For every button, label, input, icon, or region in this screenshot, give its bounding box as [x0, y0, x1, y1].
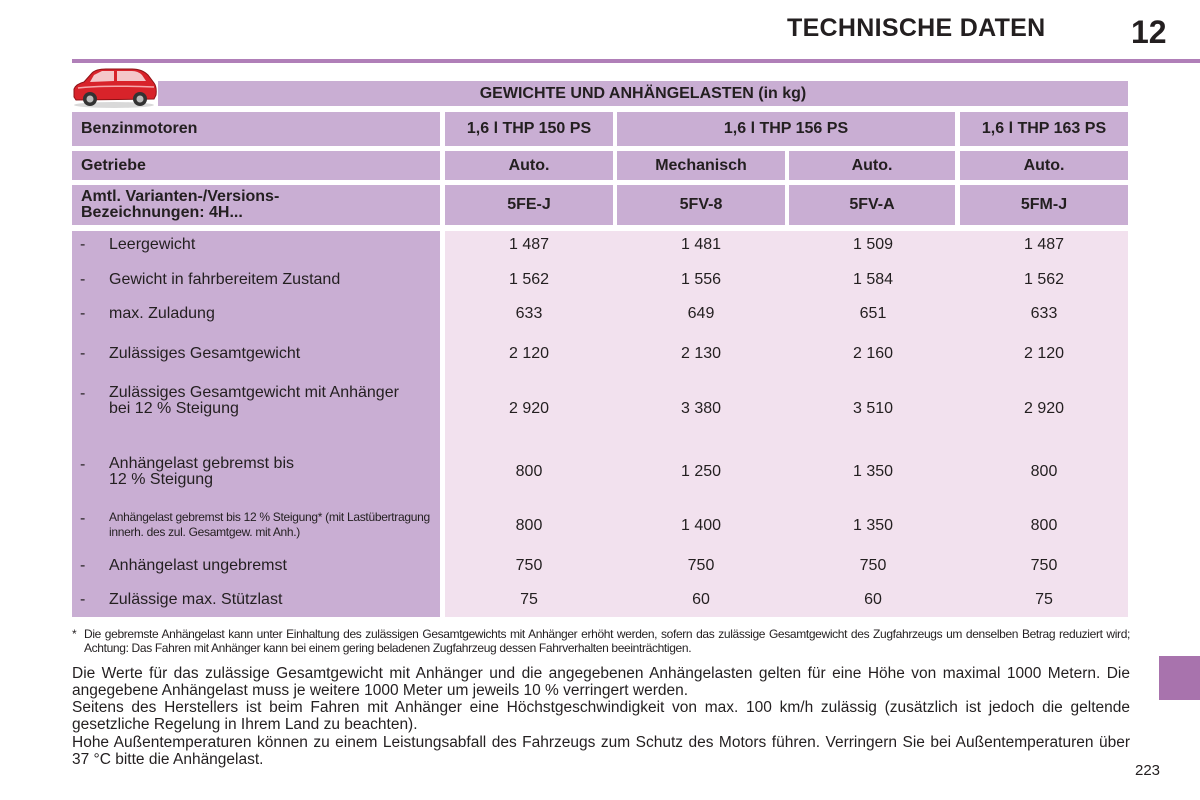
table-cell: 649: [687, 305, 715, 322]
variant-header: 5FV-A: [789, 185, 955, 225]
gearbox-header: Auto.: [445, 151, 613, 180]
table-row-label: [80, 272, 340, 288]
table-cell: 800: [1030, 517, 1058, 534]
table-row-label: [80, 306, 215, 322]
gearbox-header: Auto.: [960, 151, 1128, 180]
row-label: Zulässige max. Stützlast: [109, 591, 283, 608]
table-cell: 60: [864, 591, 882, 608]
footnote: [72, 627, 1130, 655]
table-cell: 651: [859, 305, 887, 322]
chapter-number: 12: [1131, 14, 1167, 50]
table-row-label: [80, 510, 434, 542]
row-dash: -: [80, 510, 86, 527]
paragraph: Hohe Außentemperaturen können zu einem Leistungsabfall des Fahrzeugs zum Schutz des Motors führen. Verringern Sie bei Außentemperaturen über 37 °C bitte die Anhängelast.: [72, 734, 1130, 768]
variant-header: 5FV-8: [617, 185, 785, 225]
row-dash: -: [80, 591, 86, 608]
row-dash: -: [80, 236, 86, 253]
table-cell: 60: [692, 591, 710, 608]
footnote-marker: *: [72, 627, 77, 641]
row-label: Zulässiges Gesamtgewicht mit Anhänger bei 12 % Steigung: [109, 384, 399, 417]
engine-header: 1,6 l THP 163 PS: [960, 112, 1128, 146]
row-label: Leergewicht: [109, 236, 196, 253]
variant-label: Amtl. Varianten-/Versions-Bezeichnungen: 4H...: [72, 185, 440, 225]
engine-header: 1,6 l THP 156 PS: [617, 112, 955, 146]
table-cell: 1 350: [852, 463, 894, 480]
table-cell: 750: [515, 557, 543, 574]
chapter-tab: [1159, 656, 1200, 700]
row-label: Anhängelast gebremst bis 12 % Steigung: [109, 455, 294, 488]
table-cell: 75: [520, 591, 538, 608]
row-label: Zulässiges Gesamtgewicht: [109, 345, 301, 362]
table-cell: 800: [515, 463, 543, 480]
table-cell: 1 250: [680, 463, 722, 480]
table-row-label: [80, 558, 287, 574]
table-cell: 1 481: [680, 236, 722, 253]
table-row-label: [80, 385, 399, 433]
footnote-text: Die gebremste Anhängelast kann unter Einhaltung des zulässigen Gesamtgewichts mit Anhänger erhöht werden, sofern das zulässige Gesamtgewicht des Zugfahrzeugs um denselben Betrag reduziert wird; Achtung: Das Fahren mit Anhänger kann bei einem gering beladenen Zugfahrzeug dessen Fahrverhalten beeinträchtigen.: [84, 627, 1130, 655]
table-cell: 3 380: [680, 400, 722, 417]
row-dash: -: [80, 271, 86, 288]
table-cell: 1 487: [508, 236, 550, 253]
variant-header: 5FM-J: [960, 185, 1128, 225]
table-cell: 1 584: [852, 271, 894, 288]
engine-header: 1,6 l THP 150 PS: [445, 112, 613, 146]
table-cell: 2 120: [508, 345, 550, 362]
row-label: max. Zuladung: [109, 305, 215, 322]
gearbox-header: Mechanisch: [617, 151, 785, 180]
row-dash: -: [80, 305, 86, 322]
table-cell: 800: [515, 517, 543, 534]
table-row-label: [80, 237, 195, 253]
paragraph: Seitens des Herstellers ist beim Fahren mit Anhänger eine Höchstgeschwindigkeit von max. 100 km/h zulässig (zusätzlich ist jedoch die geltende gesetzliche Regelung in Ihrem Land zu beachten).: [72, 699, 1130, 733]
table-cell: 75: [1035, 591, 1053, 608]
table-cell: 2 130: [680, 345, 722, 362]
car-icon: [70, 67, 158, 109]
table-cell: 633: [1030, 305, 1058, 322]
paragraph: Die Werte für das zulässige Gesamtgewicht mit Anhänger und die angegebenen Anhängelasten gelten für eine Höhe von maximal 1000 Metern. Die angegebene Anhängelast muss je weitere 1000 Meter um jeweils 10 % verringert werden.: [72, 665, 1130, 699]
table-cell: 1 487: [1023, 236, 1065, 253]
table-cell: 2 160: [852, 345, 894, 362]
gearbox-header: Auto.: [789, 151, 955, 180]
table-cell: 3 510: [852, 400, 894, 417]
table-cell: 1 350: [852, 517, 894, 534]
table-cell: 750: [859, 557, 887, 574]
row-dash: -: [80, 385, 86, 402]
gearbox-label: Getriebe: [72, 151, 440, 180]
header-divider: [72, 59, 1200, 63]
table-cell: 2 120: [1023, 345, 1065, 362]
row-label: Gewicht in fahrbereitem Zustand: [109, 271, 341, 288]
table-row-label: [80, 592, 282, 608]
page-title: TECHNISCHE DATEN: [787, 14, 1046, 42]
row-dash: -: [80, 345, 86, 362]
table-cell: 1 562: [508, 271, 550, 288]
table-title: GEWICHTE UND ANHÄNGELASTEN (in kg): [158, 81, 1128, 106]
row-label: Anhängelast gebremst bis 12 % Steigung* (mit Lastübertragung innerh. des zul. Gesamtgew. mit Anh.): [109, 510, 430, 539]
page-number: 223: [1135, 762, 1161, 779]
table-row-label: [80, 346, 300, 362]
row-dash: -: [80, 557, 86, 574]
table-cell: 2 920: [1023, 400, 1065, 417]
row-label: Anhängelast ungebremst: [109, 557, 287, 574]
table-cell: 1 562: [1023, 271, 1065, 288]
table-cell: 1 556: [680, 271, 722, 288]
table-cell: 750: [687, 557, 715, 574]
engine-label: Benzinmotoren: [72, 112, 440, 146]
table-cell: 1 400: [680, 517, 722, 534]
table-cell: 800: [1030, 463, 1058, 480]
table-row-label: [80, 456, 309, 488]
row-dash: -: [80, 456, 86, 473]
variant-header: 5FE-J: [445, 185, 613, 225]
table-cell: 633: [515, 305, 543, 322]
table-cell: 2 920: [508, 400, 550, 417]
table-cell: 1 509: [852, 236, 894, 253]
table-cell: 750: [1030, 557, 1058, 574]
